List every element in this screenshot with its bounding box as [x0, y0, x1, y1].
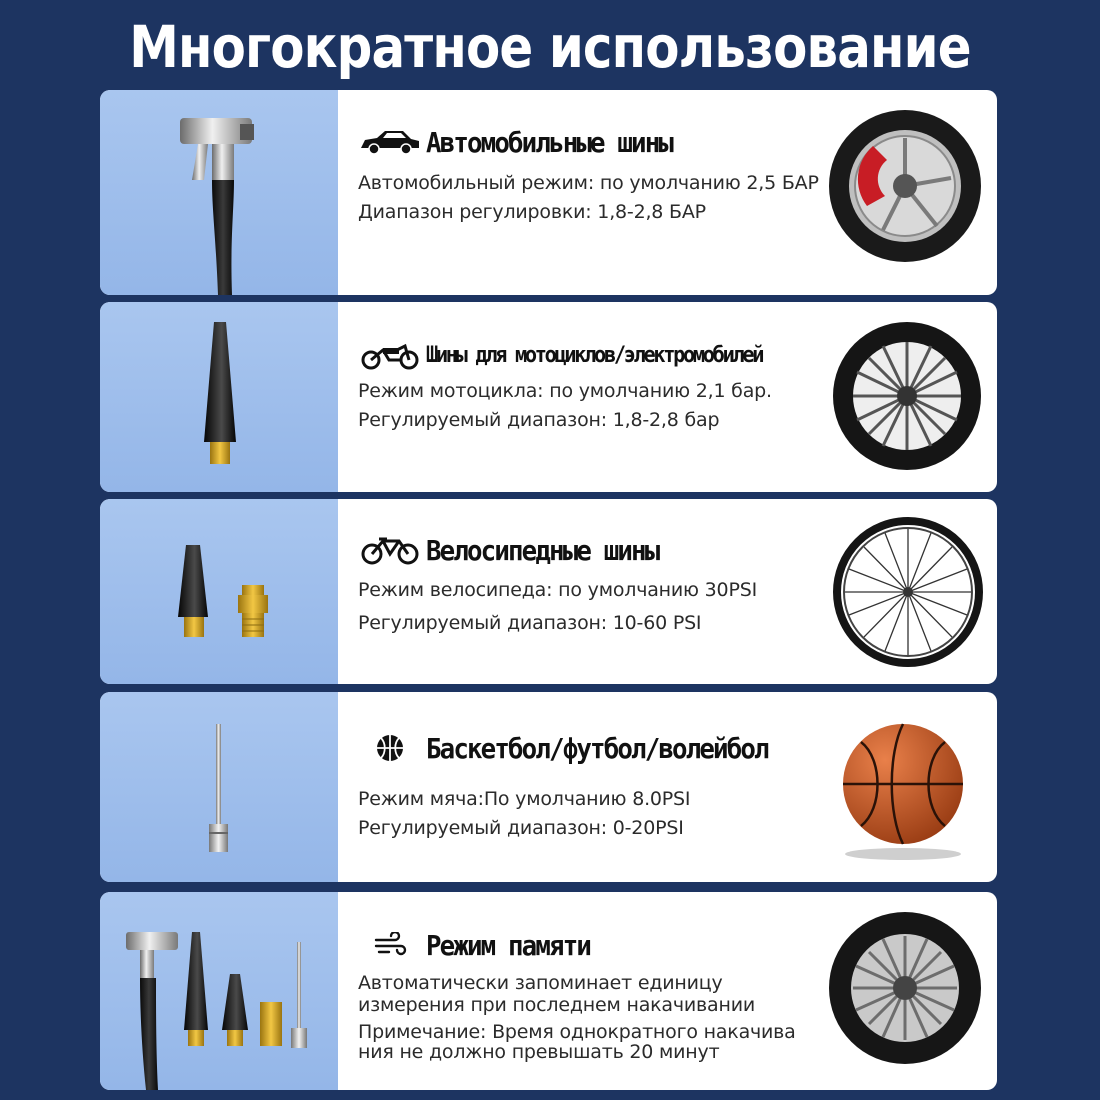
card-line: Примечание: Время однократного накачива	[358, 1021, 796, 1043]
basketball-icon	[358, 730, 422, 766]
card-memory-mode	[100, 892, 997, 1090]
bicycle-icon	[358, 532, 422, 568]
card-line: Регулируемый диапазон: 10-60 PSI	[358, 612, 702, 634]
card-heading: Шины для мотоциклов/электромобилей	[426, 342, 763, 368]
card-line: Режим велосипеда: по умолчанию 30PSI	[358, 579, 757, 601]
card-line: Режим мотоцикла: по умолчанию 2,1 бар.	[358, 380, 772, 402]
card-heading: Режим памяти	[426, 928, 591, 962]
car-icon	[358, 124, 422, 160]
card-bicycle-tires	[100, 499, 997, 684]
card-line: измерения при последнем накачивании	[358, 994, 756, 1016]
wind-icon	[358, 927, 422, 963]
card-line: Автоматически запоминает единицу	[358, 972, 723, 994]
car-tire-image	[827, 108, 983, 264]
card-balls	[100, 692, 997, 882]
card-line: ния не должно превышать 20 минут	[358, 1041, 720, 1063]
card-line: Диапазон регулировки: 1,8-2,8 БАР	[358, 201, 706, 223]
card-motorcycle-tires	[100, 302, 997, 492]
bicycle-wheel-image	[833, 517, 983, 667]
basketball-image	[833, 714, 973, 864]
motorcycle-icon	[358, 337, 422, 373]
card-line: Регулируемый диапазон: 1,8-2,8 бар	[358, 409, 720, 431]
card-heading: Автомобильные шины	[426, 125, 673, 159]
card-line: Регулируемый диапазон: 0-20PSI	[358, 817, 684, 839]
card-heading: Велосипедные шины	[426, 533, 659, 567]
motorcycle-wheel-image	[831, 320, 983, 472]
bicycle-nozzles-image	[100, 499, 338, 684]
card-line: Автомобильный режим: по умолчанию 2,5 БАР	[358, 172, 819, 194]
card-car-tires	[100, 90, 997, 295]
card-line: Режим мяча:По умолчанию 8.0PSI	[358, 788, 691, 810]
ball-needle-image	[100, 692, 338, 882]
card-heading: Баскетбол/футбол/волейбол	[426, 731, 768, 765]
presta-nozzle-image	[100, 302, 338, 492]
page-title: Многократное использование	[129, 13, 971, 81]
car-wheel-image	[827, 910, 983, 1066]
car-valve-adapter-image	[100, 90, 338, 295]
all-nozzles-image	[100, 892, 338, 1090]
